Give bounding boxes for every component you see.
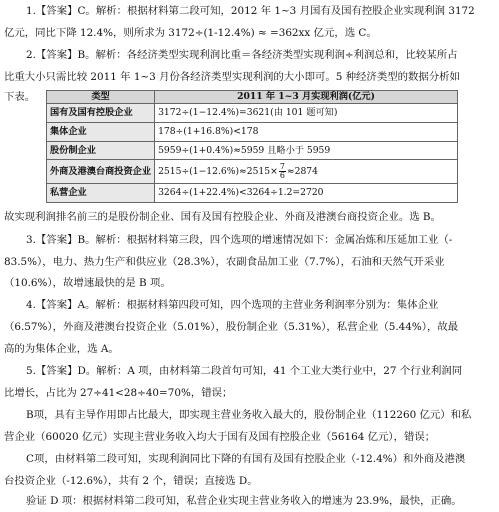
paragraph-line: B项，具有主导作用即占比最大，即实现主营业务收入最大的，股份制企业（112260 亿元）和私 <box>26 409 472 421</box>
table-type-cell: 外商及港澳台商投资企业 <box>47 160 155 184</box>
paragraph-line: 2.【答案】B。解析：各经济类型实现利润比重＝各经济类型实现利润÷利润总和，比较某所占 <box>26 49 458 61</box>
paragraph-line: 台投资企业（-12.6%），共有 2 个，错误；直接选 D。 <box>4 475 258 487</box>
table-value-cell <box>155 160 458 184</box>
paragraph-line: 比增长，占比为 27÷41<28÷40=70%，错误； <box>4 387 233 399</box>
paragraph-line: 故实现利润排名前三的是股份制企业、国有及国有控股企业、外商及港澳台商投资企业。选 B。 <box>4 211 441 223</box>
table-header-row <box>47 91 458 104</box>
table-value-cell: 3172÷(1−12.4%)=3621(由 101 题可知) <box>155 104 458 123</box>
paragraph-line: 高的为集体企业，选 A。 <box>4 343 119 355</box>
table-value-cell: 3264÷(1+22.4%)<3264÷1.2=2720 <box>155 184 458 203</box>
paragraph-line: 5.【答案】D。解析：A 项，由材料第二段首句可知，41 个工业大类行业中，27 个行业利润同 <box>26 365 463 377</box>
table-value-cell: 5959÷(1+0.4%)≈5959 且略小于 5959 <box>155 141 458 160</box>
paragraph-line: 83.5%），电力、热力生产和供应业（28.3%），农副食品加工业（7.7%），石油和天然气开采业 <box>4 256 445 268</box>
paragraph-line: 营企业（60020 亿元）实现主营业务收入均大于国有及国有控股企业（56164 亿元），错误； <box>4 431 436 443</box>
table-row <box>47 141 458 160</box>
paragraph-line: 4.【答案】A。解析：根据材料第四段可知，四个选项的主营业务利润率分别为：集体企业 <box>26 299 439 311</box>
paragraph-line: 下表。 <box>4 91 36 103</box>
table-row <box>47 160 458 184</box>
paragraph-line: 1.【答案】C。解析：根据材料第二段可知，2012 年 1~3 月国有及国有控股企业实现利润 3172 <box>26 5 475 17</box>
paragraph-line: 亿元，同比下降 12.4%，则所求为 3172÷(1-12.4%) ≈ =362xx 亿元，选 C。 <box>4 27 377 39</box>
table-row <box>47 184 458 203</box>
table-header-cell: 2011 年 1~3 月实现利润(亿元) <box>155 91 458 104</box>
fraction-denominator: 6 <box>279 171 285 181</box>
value-tail: ≈2874 <box>286 166 319 178</box>
paragraph-line: 比重大小只需比较 2011 年 1~3 月份各经济类型实现利润的大小即可。5 种经济类型的数据分析如 <box>4 71 460 83</box>
paragraph-line: 验证 D 项：根据材料第二段可知，私营企业实现主营业务收入的增速为 23.9%，最快，正确。 <box>26 495 462 507</box>
table-header-cell: 类型 <box>47 91 155 104</box>
table-type-cell: 私营企业 <box>47 184 155 203</box>
fraction-numerator: 7 <box>279 162 285 172</box>
table-row <box>47 123 458 142</box>
table-row <box>47 104 458 123</box>
table-type-cell: 股份制企业 <box>47 141 155 160</box>
table-value-cell: 178÷(1+16.8%)<178 <box>155 123 458 142</box>
paragraph-line: 3.【答案】B。解析：根据材料第三段，四个选项的增速情况如下：金属冶炼和压延加工业（- <box>26 234 453 246</box>
profit-table <box>46 90 458 203</box>
table-type-cell: 集体企业 <box>47 123 155 142</box>
paragraph-line: C项，由材料第二段可知，实现利润同比下降的有国有及国有控股企业（-12.4%）和外商及港澳 <box>26 453 466 465</box>
paragraph-line: （6.57%），外商及港澳台投资企业（5.01%），股份制企业（5.31%），私营企业（5.44%），故最 <box>4 321 459 333</box>
fraction <box>279 163 286 180</box>
paragraph-line: （10.6%），故增速最快的是 B 项。 <box>4 277 171 289</box>
value-text: 2515÷(1−12.6%)≈2515× <box>158 166 278 178</box>
table-type-cell: 国有及国有控股企业 <box>47 104 155 123</box>
